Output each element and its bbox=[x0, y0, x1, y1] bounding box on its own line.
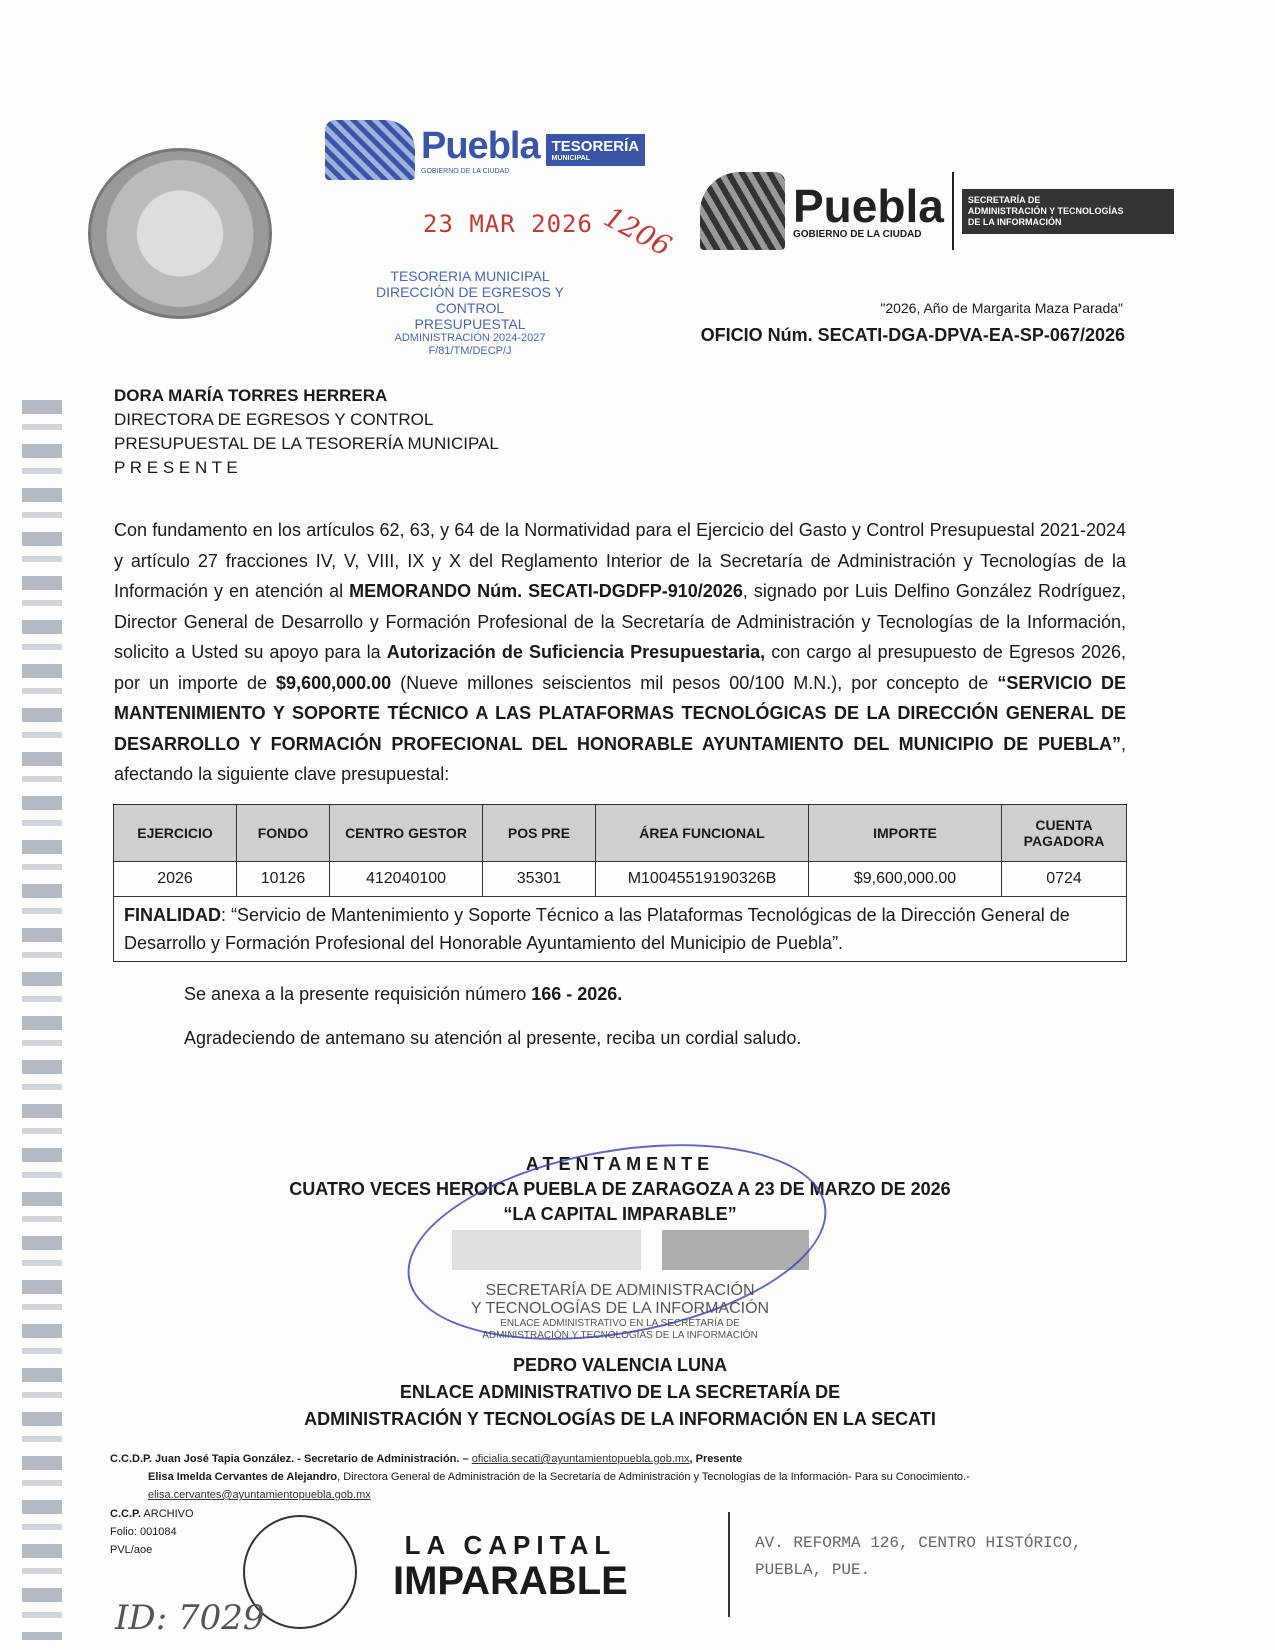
archive-info: C.C.P. ARCHIVO Folio: 001084 PVL/aoe bbox=[110, 1508, 194, 1556]
puebla-secati-logo: Puebla GOBIERNO DE LA CIUDAD SECRETARÍA DE ADMINISTRACIÓN Y TECNOLOGÍAS DE LA INFORMACIÓN bbox=[700, 172, 1174, 250]
tesoreria-stamp-text: TESORERIA MUNICIPAL DIRECCIÓN DE EGRESOS Y CONTROL PRESUPUESTAL ADMINISTRACIÓN 2024-2027 F/81/TM/DECP/J bbox=[375, 268, 564, 357]
table-row: 2026 10126 412040100 35301 M10045519190326B $9,600,000.00 0724 bbox=[114, 861, 1127, 896]
closing-paragraphs: Se anexa a la presente requisición número 166 - 2026. Agradeciendo de antemano su atención al presente, reciba un cordial saludo. bbox=[184, 983, 802, 1048]
decorative-border bbox=[22, 400, 62, 1640]
body-paragraph: Con fundamento en los artículos 62, 63, y 64 de la Normatividad para el Ejercicio del Gasto y Control Presupuestal 2021-2024 y artículo 27 fracciones IV, V, VIII, IX y X del Reglamento Interior de la Secretaría de Administración y Tecnologías de la Información y en atención al MEMORANDO Núm. SECATI-DGDFP-910/2026, signado por Luis Delfino González Rodríguez, Director General de Desarrollo y Formación Profesional de la Secretaría de Administración y Tecnologías de la Información, solicito a Usted su apoyo para la Autorización de Suficiencia Presupuestaria, con cargo al presupuesto de Egresos 2026, por un importe de $9,600,000.00 (Nueve millones seiscientos mil pesos 00/100 M.N.), por concepto de “SERVICIO DE MANTENIMIENTO Y SOPORTE TÉCNICO A LAS PLATAFORMAS TECNOLÓGICAS DE LA DIRECCIÓN GENERAL DE DESARROLLO Y FORMACIÓN PROFECIONAL DEL HONORABLE AYUNTAMIENTO DEL MUNICIPIO DE PUEBLA”, afectando la siguiente clave presupuestal: bbox=[114, 520, 1127, 784]
city-seal-logo bbox=[88, 148, 272, 319]
signer-block: PEDRO VALENCIA LUNA ENLACE ADMINISTRATIVO DE LA SECRETARÍA DE ADMINISTRACIÓN Y TECNOLOGÍAS DE LA INFORMACIÓN EN LA SECATI bbox=[200, 1352, 1040, 1433]
divider bbox=[952, 172, 954, 250]
budget-key-table bbox=[113, 804, 1127, 962]
email-link[interactable]: oficialia.secati@ayuntamientopuebla.gob.mx bbox=[471, 1453, 690, 1465]
handwritten-id: ID: 7029 bbox=[115, 1598, 265, 1638]
finalidad-row: FINALIDAD: “Servicio de Mantenimiento y Soporte Técnico a las Plataformas Tecnológicas de la Dirección General de Desarrollo y Formación Profesional del Honorable Ayuntamiento del Municipio de Puebla”. bbox=[114, 896, 1127, 961]
puebla-emblem-icon bbox=[700, 172, 785, 250]
received-date-stamp: 23 MAR 2026 bbox=[423, 210, 593, 238]
recipient-block: DORA MARÍA TORRES HERRERA DIRECTORA DE EGRESOS Y CONTROL PRESUPUESTAL DE LA TESORERÍA MUNICIPAL P R E S E N T E bbox=[114, 386, 499, 477]
email-link[interactable]: elisa.cervantes@ayuntamientopuebla.gob.mx bbox=[148, 1489, 371, 1501]
la-capital-imparable-logo: LA CAPITAL IMPARABLE bbox=[393, 1530, 628, 1603]
secretaria-seal: SECRETARÍA DE ADMINISTRACIÓN Y TECNOLOGÍAS DE LA INFORMACIÓN ENLACE ADMINISTRATIVO EN LA SECRETARÍA DE ADMINISTRACIÓN Y TECNOLOGÍAS DE LA INFORMACIÓN bbox=[410, 1230, 830, 1342]
signer-name: PEDRO VALENCIA LUNA bbox=[512, 1355, 727, 1375]
ccp-block: C.C.D.P. Juan José Tapia González. - Secretario de Administración. – oficialia.secati@ayuntamientopuebla.gob.mx, Presente Elisa Imelda Cervantes de Alejandro, Directora General de Administración de la Secretaría de Administración y Tecnologías de la Información- Para su Conocimiento.- elisa.cervantes@ayuntamientopuebla.gob.mx bbox=[110, 1453, 970, 1501]
signature-header: ATENTAMENTE CUATRO VECES HEROICA PUEBLA DE ZARAGOZA A 23 DE MARZO DE 2026 “LA CAPITAL IMPARABLE” bbox=[289, 1154, 951, 1224]
oficio-number: OFICIO Núm. SECATI-DGA-DPVA-EA-SP-067/2026 bbox=[700, 325, 1125, 345]
handwritten-number: 1206 bbox=[598, 200, 677, 263]
puebla-emblem-icon bbox=[325, 120, 415, 180]
main-content bbox=[114, 515, 1126, 1060]
table-header-row: EJERCICIO FONDO CENTRO GESTOR POS PRE ÁREA FUNCIONAL IMPORTE CUENTA PAGADORA bbox=[114, 804, 1127, 861]
recipient-name: DORA MARÍA TORRES HERRERA bbox=[114, 386, 388, 405]
tesoreria-stamp-logo: Puebla GOBIERNO DE LA CIUDAD TESORERÍA MUNICIPAL bbox=[325, 120, 645, 180]
divider bbox=[728, 1512, 730, 1617]
year-motto: "2026, Año de Margarita Maza Parada" bbox=[880, 300, 1123, 316]
footer-address: AV. REFORMA 126, CENTRO HISTÓRICO, PUEBLA, PUE. bbox=[755, 1534, 1082, 1579]
